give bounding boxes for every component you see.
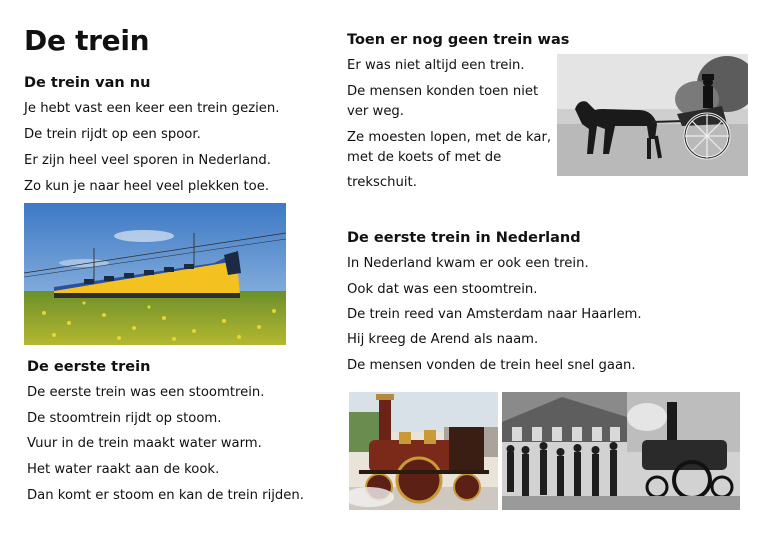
text-line: Het water raakt aan de kook.: [27, 462, 220, 477]
text-line: De trein reed van Amsterdam naar Haarlem.: [347, 307, 642, 322]
text-line: Zo kun je naar heel veel plekken toe.: [24, 179, 270, 194]
section-heading-trein-van-nu: De trein van nu: [24, 75, 151, 91]
text-line: Je hebt vast een keer een trein gezien.: [24, 101, 280, 116]
steam-locomotive-photo: [349, 392, 498, 510]
text-line: De stoomtrein rijdt op stoom.: [27, 411, 222, 426]
text-line: trekschuit.: [347, 175, 417, 190]
text-line: De trein rijdt op een spoor.: [24, 127, 201, 142]
text-line: De mensen konden toen niet: [347, 84, 539, 99]
text-line: De mensen vonden de trein heel snel gaan.: [347, 358, 636, 373]
text-line: Ze moesten lopen, met de kar,: [347, 130, 552, 145]
historical-station-photo: [502, 392, 740, 510]
section-heading-eerste-trein-nederland: De eerste trein in Nederland: [347, 230, 581, 246]
section-heading-eerste-trein: De eerste trein: [27, 359, 151, 375]
horse-carriage-photo: [557, 54, 748, 176]
text-line: Er zijn heel veel sporen in Nederland.: [24, 153, 271, 168]
text-line: met de koets of met de: [347, 150, 502, 165]
section-heading-geen-trein: Toen er nog geen trein was: [347, 32, 570, 48]
text-line: In Nederland kwam er ook een trein.: [347, 256, 589, 271]
text-line: Er was niet altijd een trein.: [347, 58, 525, 73]
text-line: ver weg.: [347, 104, 404, 119]
text-line: Vuur in de trein maakt water warm.: [27, 436, 262, 451]
text-line: Hij kreeg de Arend als naam.: [347, 332, 539, 347]
text-line: Dan komt er stoom en kan de trein rijden.: [27, 488, 304, 503]
modern-train-photo: [24, 203, 286, 345]
text-line: De eerste trein was een stoomtrein.: [27, 385, 265, 400]
page-title: De trein: [24, 24, 150, 57]
text-line: Ook dat was een stoomtrein.: [347, 282, 538, 297]
